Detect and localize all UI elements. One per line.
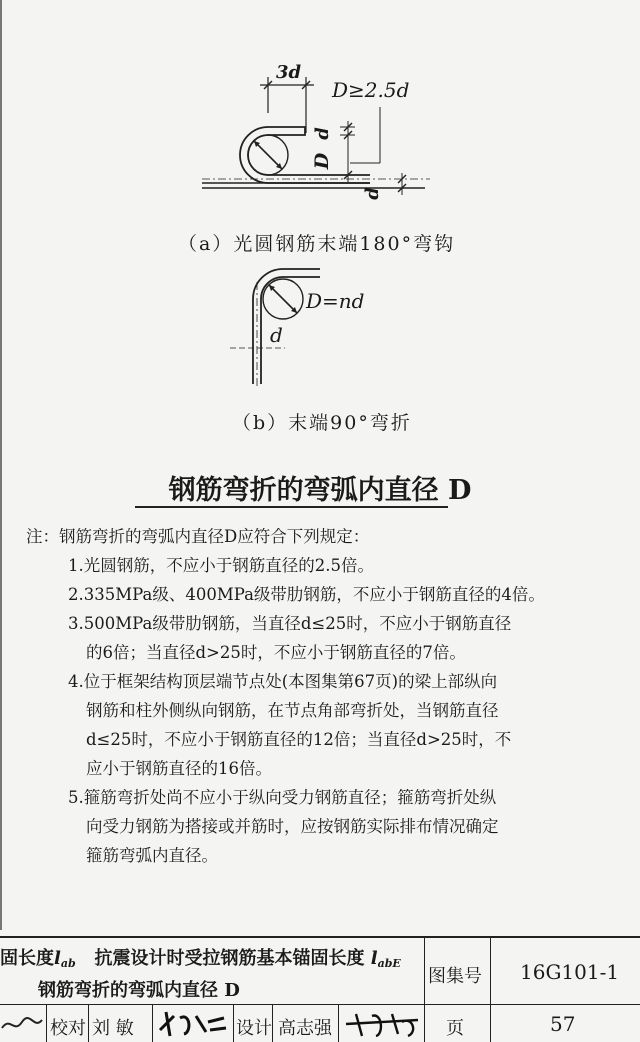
notes-lead: 注：钢筋弯折的弯弧内直径D应符合下列规定： <box>26 527 370 546</box>
tb-divider-v5 <box>152 1004 153 1042</box>
tb-divider-v4 <box>88 1004 89 1042</box>
label-d-b: d <box>270 323 283 347</box>
note-item-5-line-1: 5.箍筋弯折处尚不应小于纵向受力钢筋直径；箍筋弯折处纵 <box>68 788 497 807</box>
checker-name: 刘 敏 <box>92 1018 134 1039</box>
note-item-4-line-2: 钢筋和柱外侧纵向钢筋，在节点角部弯折处，当钢筋直径 <box>86 701 499 720</box>
tb-divider-h <box>0 1004 640 1005</box>
tb-divider-v3 <box>46 1004 47 1042</box>
tb-divider-v7 <box>272 1004 273 1042</box>
tb-divider-v1 <box>424 938 425 1042</box>
atlas-label: 图集号 <box>428 966 482 987</box>
label-D-a: D <box>311 152 334 170</box>
tb-divider-v6 <box>233 1004 234 1042</box>
signature-left <box>0 1010 44 1038</box>
note-item-2: 2.335MPa级、400MPa级带肋钢筋，不应小于钢筋直径的4倍。 <box>68 585 545 604</box>
tb-divider-v8 <box>338 1004 339 1042</box>
signature-designer <box>342 1008 422 1040</box>
caption-a: （a）光圆钢筋末端180°弯钩 <box>178 233 456 255</box>
notes-block <box>26 522 626 870</box>
check-label: 校对 <box>50 1018 86 1039</box>
heading-underline <box>135 506 448 508</box>
left-margin-line <box>0 0 2 930</box>
tb-divider-v2 <box>490 938 491 1042</box>
label-d-a1: d <box>311 127 333 140</box>
caption-b: （b）末端90°弯折 <box>232 412 412 434</box>
note-item-5-line-3: 箍筋弯弧内直径。 <box>86 846 218 865</box>
note-item-3-line-1: 3.500MPa级带肋钢筋，当直径d≤25时，不应小于钢筋直径 <box>68 614 512 633</box>
formula-a: D≥2.5d <box>332 78 410 102</box>
dim-3d-label: 3d <box>276 62 302 83</box>
design-label: 设计 <box>236 1018 272 1039</box>
designer-name: 高志强 <box>278 1018 332 1039</box>
note-item-5-line-2: 向受力钢筋为搭接或并筋时，应按钢筋实际排布情况确定 <box>86 817 499 836</box>
atlas-number: 16G101-1 <box>520 960 620 984</box>
label-d-a2: d <box>361 187 383 200</box>
formula-b: D=nd <box>306 289 365 313</box>
note-item-4-line-3: d≤25时，不应小于钢筋直径的12倍；当直径d>25时，不 <box>86 730 512 749</box>
note-item-1: 1.光圆钢筋，不应小于钢筋直径的2.5倍。 <box>68 556 374 575</box>
tb-title-line-2: 钢筋弯折的弯弧内直径 D <box>38 980 240 1001</box>
title-block <box>0 936 640 1042</box>
tb-title-line-1: 固长度$l_{ab}$ 抗震设计时受拉钢筋基本锚固长度 $l_{abE}$ <box>0 948 401 970</box>
note-item-4-line-4: 应小于钢筋直径的16倍。 <box>86 759 272 778</box>
signature-checker <box>156 1008 230 1040</box>
figure-b-bend-diagram <box>225 262 425 387</box>
section-heading: 钢筋弯折的弯弧内直径 D <box>168 475 472 506</box>
note-item-4-line-1: 4.位于框架结构顶层端节点处(本图集第67页)的梁上部纵向 <box>68 672 498 691</box>
page-number: 57 <box>550 1012 576 1036</box>
note-item-3-line-2: 的6倍；当直径d>25时，不应小于钢筋直径的7倍。 <box>86 643 466 662</box>
page-label: 页 <box>446 1018 464 1039</box>
